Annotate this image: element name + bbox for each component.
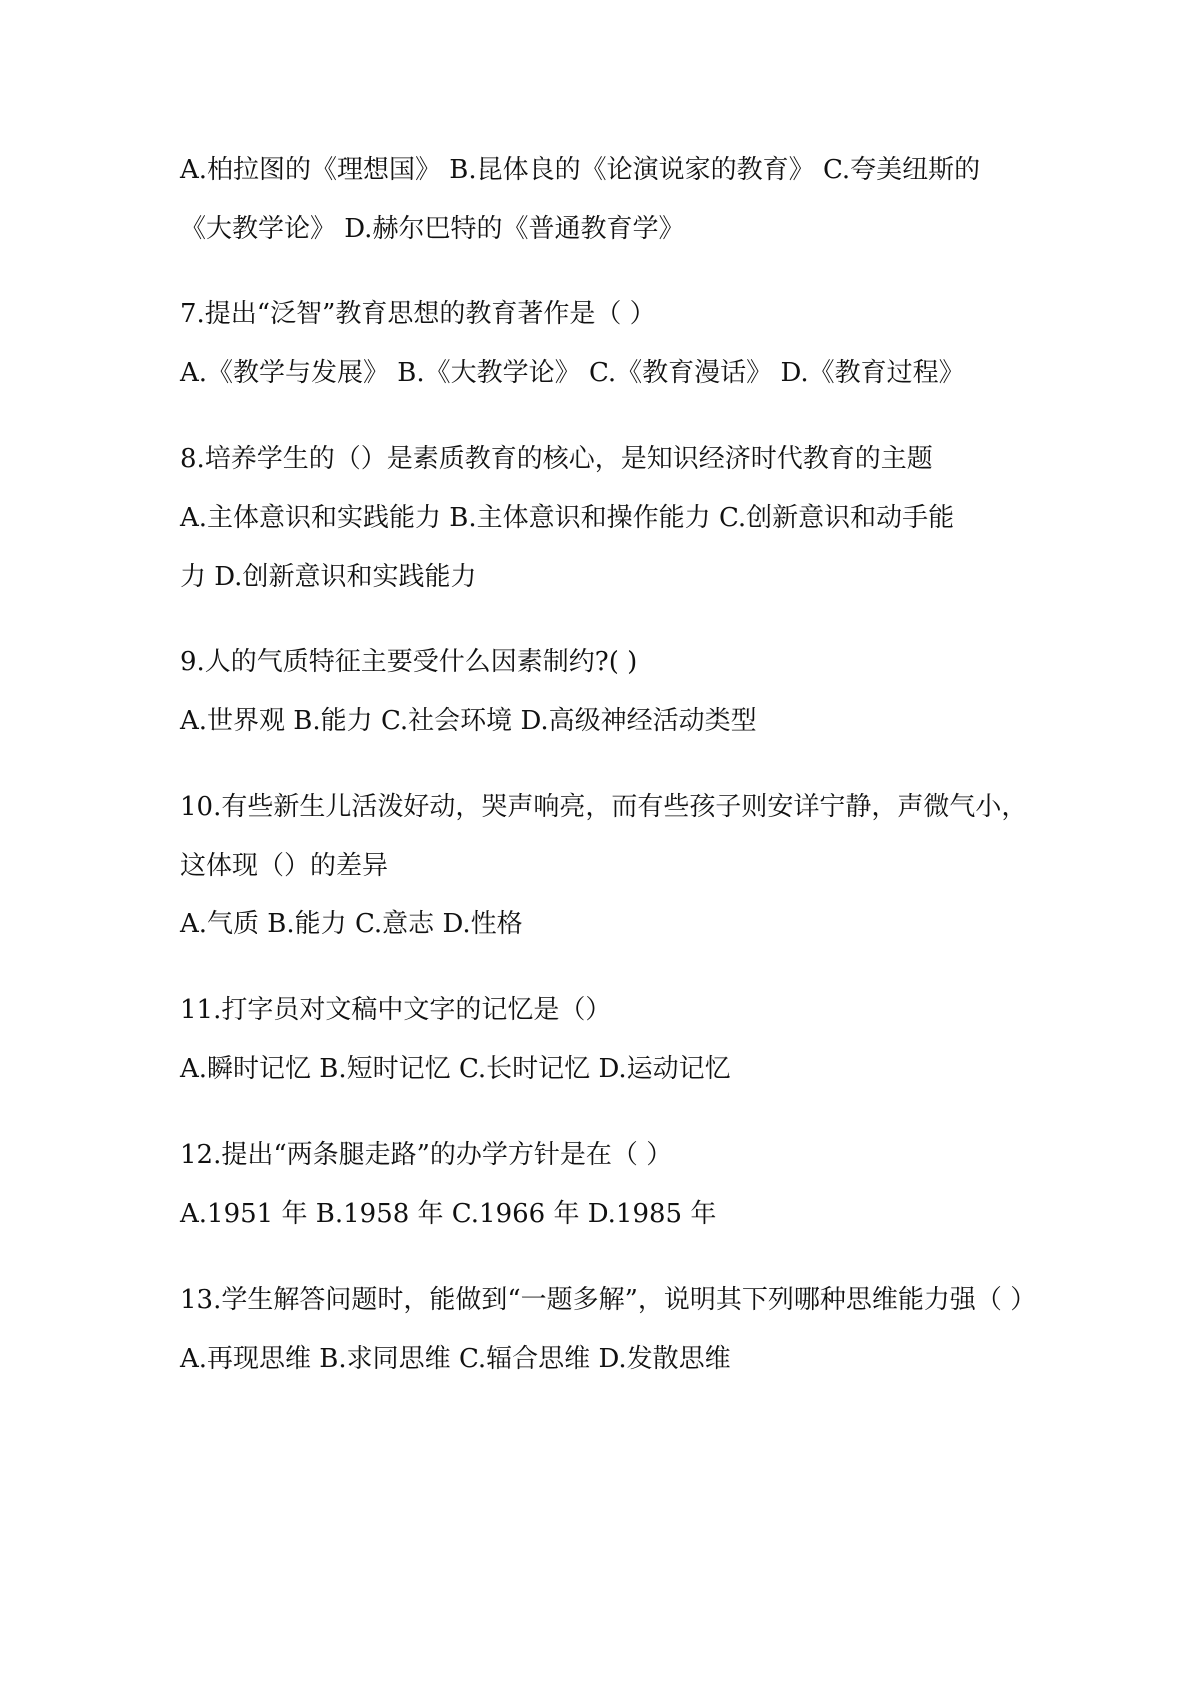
q13-question: 13.学生解答问题时，能做到“一题多解”，说明其下列哪种思维能力强（ ）	[180, 1285, 1037, 1315]
q11-options: A.瞬时记忆 B.短时记忆 C.长时记忆 D.运动记忆	[180, 1054, 731, 1084]
q9-options: A.世界观 B.能力 C.社会环境 D.高级神经活动类型	[180, 706, 757, 736]
q7-question: 7.提出“泛智”教育思想的教育著作是（ ）	[180, 299, 656, 329]
q12-options: A.1951 年 B.1958 年 C.1966 年 D.1985 年	[180, 1199, 717, 1229]
q9-question: 9.人的气质特征主要受什么因素制约?( )	[180, 647, 638, 677]
q8-options-line-2: 力 D.创新意识和实践能力	[180, 562, 477, 592]
q10-question-line-2: 这体现（）的差异	[180, 851, 389, 881]
q8-options-line-1: A.主体意识和实践能力 B.主体意识和操作能力 C.创新意识和动手能	[180, 503, 955, 533]
q10-options: A.气质 B.能力 C.意志 D.性格	[180, 909, 523, 939]
q7-options: A.《教学与发展》 B.《大教学论》 C.《教育漫话》 D.《教育过程》	[180, 358, 965, 388]
q12-question: 12.提出“两条腿走路”的办学方针是在（ ）	[180, 1140, 673, 1170]
q6-options-line-1: A.柏拉图的《理想国》 B.昆体良的《论演说家的教育》 C.夸美纽斯的	[180, 155, 981, 185]
q11-question: 11.打字员对文稿中文字的记忆是（）	[180, 995, 612, 1025]
q8-question: 8.培养学生的（）是素质教育的核心，是知识经济时代教育的主题	[180, 444, 933, 474]
q6-options-line-2: 《大教学论》 D.赫尔巴特的《普通教育学》	[180, 214, 685, 244]
q10-question-line-1: 10.有些新生儿活泼好动，哭声响亮，而有些孩子则安详宁静，声微气小，	[180, 792, 1028, 822]
q13-options: A.再现思维 B.求同思维 C.辐合思维 D.发散思维	[180, 1344, 731, 1374]
